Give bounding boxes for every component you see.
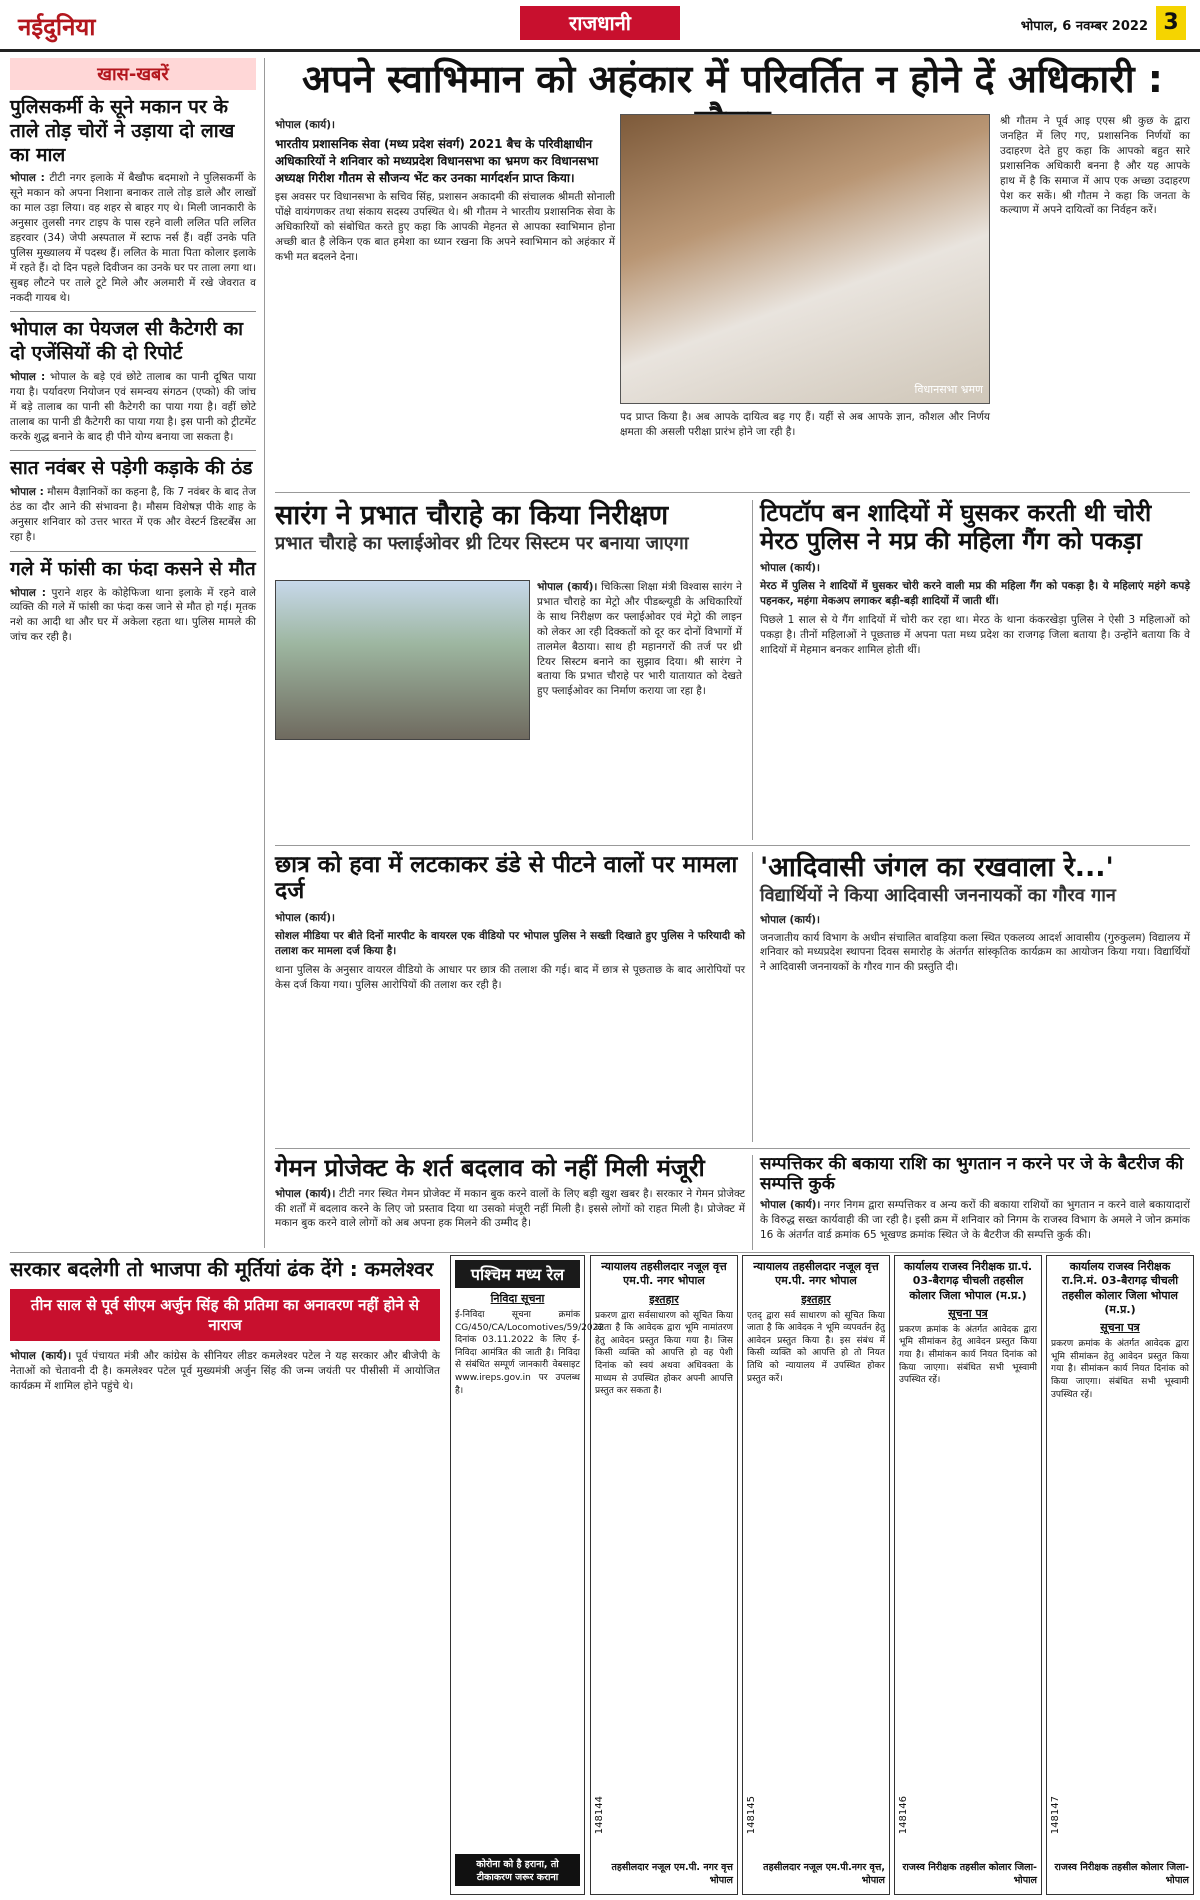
story-adivasi — [760, 852, 1190, 1142]
ad-id: 148144 — [594, 1795, 605, 1834]
ad-body: प्रकरण क्रमांक के अंतर्गत आवेदक द्वारा भूमि सीमांकन हेतु आवेदन प्रस्तुत किया गया है। सीमांकन कार्य नियत दिनांक को किया जाएगा। संबंधित सभी भूस्वामी उपस्थित रहें। — [899, 1324, 1037, 1386]
story-headline: गले में फांसी का फंदा कसने से मौत — [10, 557, 256, 580]
ad-tehsil-1 — [590, 1255, 738, 1895]
story-student — [275, 852, 745, 1142]
ad-signature: तहसीलदार नजूल एम.पी.नगर वृत्त, भोपाल — [763, 1862, 885, 1886]
story-headline: गेमन प्रोजेक्ट के शर्त बदलाव को नहीं मिली मंजूरी — [275, 1154, 705, 1182]
divider — [275, 492, 1190, 493]
newspaper-logo: नईदुनिया — [18, 13, 96, 41]
ad-id: 148145 — [746, 1795, 757, 1834]
masthead — [0, 0, 1200, 52]
lead-column-1 — [275, 118, 615, 478]
divider — [752, 1155, 753, 1250]
divider — [10, 450, 256, 451]
ad-title: न्यायालय तहसीलदार नजूल वृत्त एम.पी. नगर भोपाल — [753, 1260, 879, 1288]
classified-ads — [450, 1255, 1195, 1895]
ad-title: कार्यालय राजस्व निरीक्षक ग्रा.पं. 03-बैरागढ़ चीचली तहसील कोलार जिला भोपाल (म.प्र.) — [903, 1260, 1033, 1302]
story-headline: सरकार बदलेगी तो भाजपा की मूर्तियां ढंक देंगे : कमलेश्वर — [10, 1257, 434, 1281]
story-body: भोपाल : भोपाल के बड़े एवं छोटे तालाब का पानी दूषित पाया गया है। पर्यावरण नियोजन एवं समन्वय संगठन (एप्को) की जांच में बड़े तालाब का पानी सी कैटेगरी का पाया गया है। वहीं छोटे तालाब का पानी डी कैटेगरी का पाया गया है। इस पानी को ट्रीटमेंट करके शुद्ध बनाने के बाद ही पीने योग्य बनाया जा सकता है। — [10, 370, 256, 443]
ad-subtitle: सूचना पत्र — [1100, 1321, 1140, 1335]
divider — [10, 1252, 1190, 1253]
story-headline: 'आदिवासी जंगल का रखवाला रे...' — [760, 852, 1114, 883]
story-tiptop — [760, 500, 1190, 840]
story-photo — [275, 580, 530, 740]
divider — [752, 852, 753, 1142]
story-dateline: भोपाल (कार्य)। — [275, 911, 336, 924]
story-body: जनजातीय कार्य विभाग के अधीन संचालित बावड़िया कला स्थित एकलव्य आदर्श आवासीय (गुरुकुलम) विद्यालय में शनिवार को मध्यप्रदेश स्थापना दिवस समारोह के अंतर्गत सांस्कृतिक कार्यक्रम का आयोजन किया गया। विद्यार्थियों ने आदिवासी जननायकों के गौरव गान की प्रस्तुति दी। — [760, 931, 1190, 974]
story-headline: भोपाल का पेयजल सी कैटेगरी का दो एजेंसियों की दो रिपोर्ट — [10, 318, 244, 365]
photo-caption: विधानसभा भ्रमण — [914, 383, 983, 396]
story-headline: पुलिसकर्मी के सूने मकान पर के ताले तोड़ चोरों ने उड़ाया दो लाख का माल — [10, 96, 235, 166]
ad-subtitle: सूचना पत्र — [948, 1306, 988, 1320]
lead-dateline: भोपाल (कार्य)। — [275, 119, 336, 131]
lead-story — [275, 58, 1190, 488]
ad-subtitle: इश्तहार — [801, 1292, 831, 1306]
divider — [10, 551, 256, 552]
story-sarang — [275, 500, 745, 830]
story-body: भोपाल (कार्य)। चिकित्सा शिक्षा मंत्री विश्वास सारंग ने प्रभात चौराहे का मेट्रो और पीडब्ल्यूडी के अधिकारियों के साथ निरीक्षण कर फ्लाईओवर एवं मेट्रो की लाइन को लेकर आ रही दिक्कतों को दूर कर दोनों विभागों में तालमेल बैठाया। साथ ही महानगरों की तर्ज पर थ्री टियर सिस्टम बनाने का सुझाव दिया। श्री सारंग ने बताया कि प्रभात चौराहे पर भारी यातायात को देखते हुए फ्लाईओवर का निर्माण कराया जा रहा है। — [537, 581, 742, 698]
ad-body: प्रकरण क्रमांक के अंतर्गत आवेदक द्वारा भूमि सीमांकन हेतु आवेदन प्रस्तुत किया गया है। सीमांकन कार्य नियत दिनांक को किया जाएगा। संबंधित सभी भूस्वामी उपस्थित रहें। — [1051, 1339, 1189, 1400]
left-kicker: खास-खबरें — [10, 58, 256, 90]
ad-revenue-2 — [1046, 1255, 1194, 1895]
ad-subtitle: इश्तहार — [649, 1292, 679, 1306]
story-intro: सोशल मीडिया पर बीते दिनों मारपीट के वायरल एक वीडियो पर भोपाल पुलिस ने सख्ती दिखाते हुए पुलिस ने फरियादी को तलाश कर मामला दर्ज किया है। — [275, 929, 745, 957]
story-headline: सारंग ने प्रभात चौराहे का किया निरीक्षण — [275, 500, 669, 531]
lead-column-2: श्री गौतम ने पूर्व आइ एएस श्री कुछ के द्वारा जनहित में लिए गए, प्रशासनिक निर्णयों का उदाहरण देते हुए कहा कि आपको बहुत सारे प्रशासनिक अधिकारी बनना है और यह आपके हाथ में है कि समाज में आप एक अच्छा उदाहरण पेश कर सकें। श्री गौतम ने कहा कि जनता के कल्याण में अपने दायित्वों का निर्वहन करें। — [1000, 115, 1190, 217]
lead-photo — [620, 114, 990, 404]
story-headline: टिपटॉप बन शादियों में घुसकर करती थी चोरी मेरठ पुलिस ने मप्र की महिला गैंग को पकड़ा — [760, 499, 1152, 555]
lead-body-under-photo: पद प्राप्त किया है। अब आपके दायित्व बढ़ गए हैं। यहीं से अब आपके ज्ञान, कौशल और निर्णय क्षमता की असली परीक्षा प्रारंभ होने जा रही है। — [620, 411, 990, 438]
story-subheadline: विद्यार्थियों ने किया आदिवासी जननायकों का गौरव गान — [760, 885, 1116, 907]
story-property-tax — [760, 1155, 1190, 1250]
divider — [275, 1148, 1190, 1149]
ad-title: पश्चिम मध्य रेल — [455, 1260, 580, 1288]
story-body: पिछले 1 साल से ये गैंग शादियों में चोरी कर रहा था। मेरठ के थाना कंकरखेड़ा पुलिस ने ऐसी 3 महिलाओं को पकड़ा है। तीनों महिलाओं ने पूछताछ में अपना पता मध्य प्रदेश का राजगढ़ जिला बताया है। उन्होंने बताया कि वे शादियों में मेहमान बनकर शामिल होती थीं। — [760, 613, 1190, 656]
story-body: भोपाल (कार्य)। पूर्व पंचायत मंत्री और कांग्रेस के सीनियर लीडर कमलेश्वर पटेल ने यह सरकार और बीजेपी के नेताओं को चेतावनी दी है। कमलेश्वर पटेल पूर्व मुख्यमंत्री अर्जुन सिंह की जन्म जयंती पर पीसीसी में आयोजित कार्यक्रम में शामिल होने पहुंचे थे। — [10, 1350, 440, 1392]
page-number: 3 — [1156, 6, 1186, 40]
lead-body: इस अवसर पर विधानसभा के सचिव सिंह, प्रशासन अकादमी की संचालक श्रीमती सोनाली पोंक्षे वायंगणकर तथा संकाय सदस्य उपस्थित थे। श्री गौतम ने भारतीय प्रशासनिक सेवा के अधिकारियों को संबोधित करते हुए कहा कि आपकी मेहनत से आपका स्वाभिमान होना अच्छी बात है लेकिन एक बात हमेशा का ध्यान रखना कि अपने स्वाभिमान को अहंकार में कभी मत बदलने देना। — [275, 191, 615, 263]
story-intro: मेरठ में पुलिस ने शादियों में घुसकर चोरी करने वाली मप्र की महिला गैंग को पकड़ा है। ये महिलाएं महंगे कपड़े पहनकर, महंगा मेकअप लगाकर बड़ी-बड़ी शादियों में जाती थीं। — [760, 580, 1190, 607]
story-body: भोपाल : टीटी नगर इलाके में बैखौफ बदमाशो ने पुलिसकर्मी के सूने मकान को अपना निशाना बनाकर ताले तोड़ डाले और लाखों का माल उड़ा लिया। वह शहर से बाहर गए थे। मिली जानकारी के अनुसार तुलसी नगर टाइप के पास रहने वाली ललित पति ललित डहरवार (34) जेपी अस्पताल में स्टाफ नर्स हैं। वहीं उनके पति पुलिस मुख्यालय में पदस्थ हैं। ललित के माता पिता कोलार इलाके में रहते हैं। दो दिन पहले दिवीजन का उनके घर पर ताला लगा था। सुबह लौटने पर ताले टूटे मिले और अलमारी में रखे जेवरात व नकदी गायब थे। — [10, 172, 256, 304]
ad-revenue-1 — [894, 1255, 1042, 1895]
ad-signature: राजस्व निरीक्षक तहसील कोलार जिला-भोपाल — [1054, 1862, 1189, 1886]
ad-body: प्रकरण द्वारा सर्वसाधारण को सूचित किया जाता है कि आवेदक द्वारा भूमि नामांतरण हेतु आवेदन प्रस्तुत किया गया है। जिस किसी व्यक्ति को आपत्ति हो वह पेशी दिनांक को स्वयं अथवा अधिवक्ता के माध्यम से उपस्थित होकर अपनी आपत्ति प्रस्तुत कर सकता है। — [595, 1310, 733, 1397]
ad-id: 148147 — [1050, 1795, 1061, 1834]
story-kamleshwar — [10, 1258, 440, 1893]
left-column — [10, 58, 265, 1248]
ad-signature: राजस्व निरीक्षक तहसील कोलार जिला-भोपाल — [902, 1862, 1037, 1886]
section-tab: राजधानी — [520, 6, 680, 40]
ad-id: 148146 — [898, 1795, 909, 1834]
page-date: भोपाल, 6 नवम्बर 2022 — [1020, 19, 1148, 34]
lead-headline: अपने स्वाभिमान को अहंकार में परिवर्तित न होने दें अधिकारी : — [302, 57, 1163, 101]
divider — [275, 845, 1190, 846]
lead-intro: भारतीय प्रशासनिक सेवा (मध्य प्रदेश संवर्ग) 2021 बैच के परिवीक्षाधीन अधिकारियों ने शनिवार को मध्यप्रदेश विधानसभा का भ्रमण कर विधानसभा अध्यक्ष गिरीश गौतम से सौजन्य भेंट कर उनका मार्गदर्शन प्राप्त किया। — [275, 136, 599, 185]
story-dateline: भोपाल (कार्य)। — [760, 913, 821, 926]
divider — [752, 500, 753, 840]
story-dateline: भोपाल (कार्य)। — [760, 562, 821, 575]
story-body: भोपाल : पुराने शहर के कोहेफिजा थाना इलाके में रहने वाले व्यक्ति की गले में फांसी का फंदा कस जाने से मौत हो गई। मृतक नशे का आदी था और घर में अकेला रहता था। पुलिस मामले की जांच कर रही है। — [10, 586, 257, 644]
story-gammon — [275, 1155, 745, 1255]
story-subheadline: प्रभात चौराहे का फ्लाईओवर थ्री टियर सिस्टम पर बनाया जाएगा — [275, 533, 689, 555]
ad-title: कार्यालय राजस्व निरीक्षक रा.नि.मं. 03-बैरागढ़ चीचली तहसील कोलार जिला भोपाल (म.प्र.) — [1061, 1260, 1179, 1316]
story-headline: सम्पत्तिकर की बकाया राशि का भुगतान न करने पर जे के बैटरीज की सम्पत्ति कुर्क — [760, 1154, 1184, 1194]
ad-signature: तहसीलदार नजूल एम.पी. नगर वृत्त भोपाल — [611, 1862, 733, 1886]
ad-footer: कोरोना को है हराना, तो टीकाकरण जरूर कराना — [455, 1854, 580, 1886]
ad-subtitle: निविदा सूचना — [490, 1292, 545, 1305]
story-body: थाना पुलिस के अनुसार वायरल वीडियो के आधार पर छात्र की तलाश की गई। बाद में छात्र से पूछताछ के बाद आरोपियों पर केस दर्ज किया गया। पुलिस आरोपियों की तलाश कर रही है। — [275, 963, 745, 991]
story-body: भोपाल (कार्य)। टीटी नगर स्थित गेमन प्रोजेक्ट में मकान बुक करने वालों के लिए बड़ी खुश खबर है। सरकार ने गेमन प्रोजेक्ट की शर्तों में बदलाव करने के लिए जो प्रस्ताव दिया था उसको मंजूरी नहीं मिली है। इससे लोगों को राहत मिली है। प्रोजेक्ट में मकान बुक करने वाले लोगों को अब अपना हक मिलने की उम्मीद है। — [275, 1187, 746, 1230]
story-body: भोपाल : मौसम वैज्ञानिकों का कहना है, कि 7 नवंबर के बाद तेज ठंड का दौर आने की संभावना है। मौसम विशेषज्ञ पीके शाह के अनुसार शनिवार को उत्तर भारत में एक और वेस्टर्न डिस्टर्बेंस आ रहा है। — [10, 486, 256, 543]
ad-tehsil-2 — [742, 1255, 890, 1895]
story-headline: सात नवंबर से पड़ेगी कड़ाके की ठंड — [10, 457, 253, 480]
story-highlight-box: तीन साल से पूर्व सीएम अर्जुन सिंह की प्रतिमा का अनावरण नहीं होने से नाराज — [10, 1289, 440, 1341]
ad-body: ई-निविदा सूचना क्रमांक CG/450/CA/Locomotives/59/2022 दिनांक 03.11.2022 के लिए ई-निविदा आमंत्रित की जाती है। निविदा से संबंधित सम्पूर्ण जानकारी वेबसाइट www.ireps.gov.in पर उपलब्ध है। — [455, 1310, 605, 1396]
story-body: भोपाल (कार्य)। नगर निगम द्वारा सम्पत्तिकर व अन्य करों की बकाया राशियों का भुगतान न करने वाले बकायादारों के विरुद्ध सख्त कार्यवाही की जा रही है। इसी क्रम में शनिवार को निगम के राजस्व विभाग के अमले ने जोन क्रमांक 16 के अंतर्गत वार्ड क्रमांक 65 भूखण्ड क्रमांक स्थित जे के बैटरीज की सम्पत्ति कुर्क की। — [760, 1199, 1190, 1241]
ad-title: न्यायालय तहसीलदार नजूल वृत्त एम.पी. नगर भोपाल — [601, 1260, 727, 1288]
ad-body: एतद् द्वारा सर्व साधारण को सूचित किया जाता है कि आवेदक ने भूमि व्यपवर्तन हेतु आवेदन प्रस्तुत किया है। इस संबंध में किसी व्यक्ति को आपत्ति हो तो नियत तिथि को न्यायालय में उपस्थित होकर प्रस्तुत करें। — [747, 1310, 885, 1384]
story-headline: छात्र को हवा में लटकाकर डंडे से पीटने वालों पर मामला दर्ज — [275, 852, 738, 905]
divider — [10, 311, 256, 312]
